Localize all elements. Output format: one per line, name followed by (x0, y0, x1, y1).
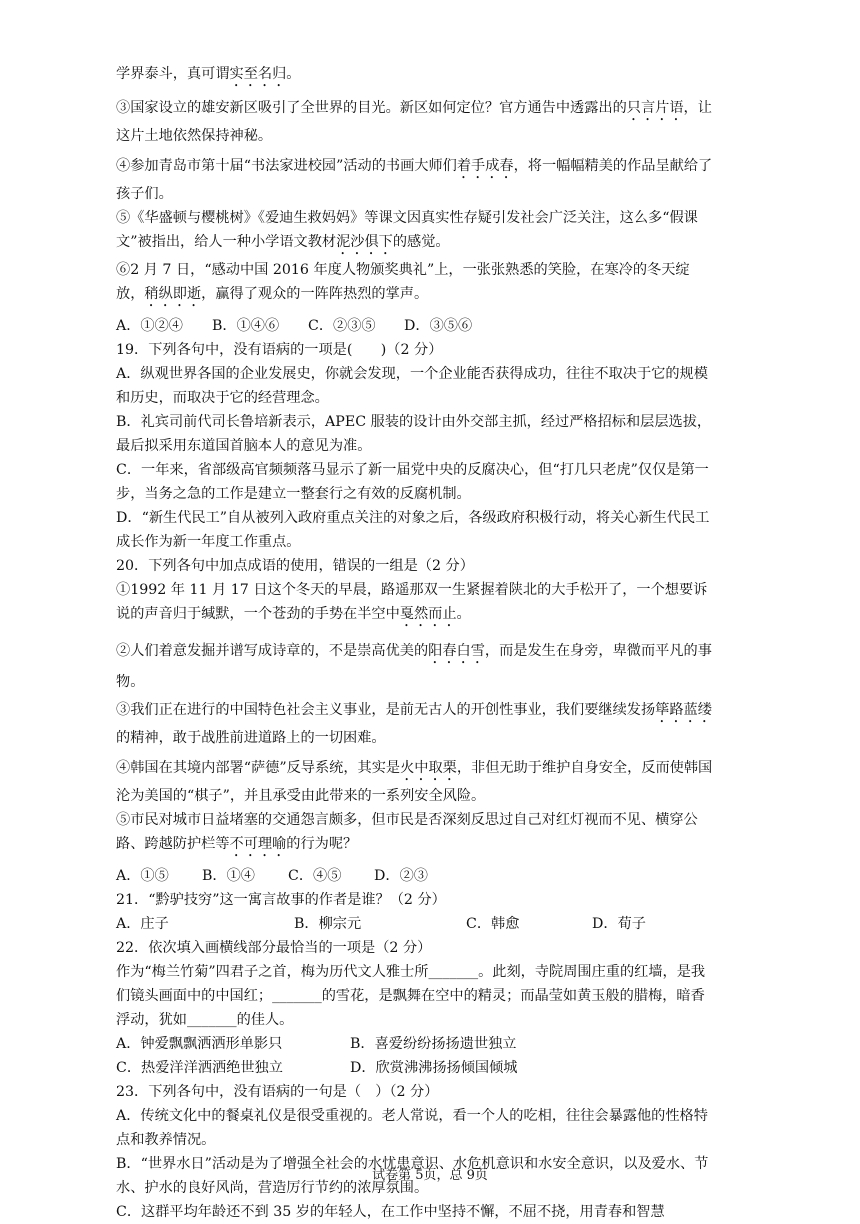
q18-item-4 (116, 154, 716, 206)
text: ，非但无助于维护自身安全，反而使韩国沦为美国的“棋子”，并且承受由此带来的一系列安全风险。 (116, 760, 713, 804)
text: 。 (456, 606, 471, 622)
q20-option-a: A．①⑤ (116, 868, 169, 884)
q20-item-5 (116, 808, 716, 860)
text: 学界泰斗，真可谓 (116, 66, 230, 82)
text: 的精神，敢于战胜前进道路上的一切困难。 (116, 730, 386, 746)
q18-option-a: A．①②④ (116, 318, 183, 334)
q22-options-row2 (116, 1056, 716, 1080)
q23-option-a: A．传统文化中的餐桌礼仪是很受重视的。老人常说，看一个人的吃相，往往会暴露他的性格特点和教养情况。 (116, 1108, 708, 1148)
page-footer: 试卷第 5页，总 9页 (372, 1168, 488, 1183)
text: ③国家设立的雄安新区吸引了全世界的目光。新区如何定位？官方通告中透露出的 (116, 100, 627, 116)
q19-option-a: A．纵观世界各国的企业发展史，你就会发现，一个企业能否获得成功，往往不取决于它的规模和历史，而取决于它的经营理念。 (116, 366, 708, 406)
dotted-idiom: 实至名归 (229, 66, 287, 82)
q20-item-4 (116, 756, 716, 808)
text: ，让这片土地依然保持神秘。 (116, 100, 712, 144)
q20-item-2 (116, 636, 716, 698)
q18-options (116, 314, 716, 338)
text: ⑥2 月 7 日，“感动中国 2016 年度人物颁奖典礼”上，一张张熟悉的笑脸，在寒冷的冬天绽放， (116, 262, 690, 302)
q19-option-b: B．礼宾司前代司长鲁培新表示，APEC 服装的设计由外交部主抓，经过严格招标和层层选拔，最后拟采用东道国首脑本人的意见为准。 (116, 414, 712, 454)
dotted-idiom: 着手成春 (456, 158, 514, 174)
text: ，将一幅幅精美的作品呈献给了孩子们。 (116, 158, 713, 202)
q18-option-d: D．③⑤⑥ (404, 318, 473, 334)
text: 的行为呢？ (286, 836, 358, 852)
q21-stem: 21．“黔驴技穷”这一寓言故事的作者是谁？（2 分） (116, 892, 446, 908)
text: ⑤《华盛顿与樱桃树》《爱迪生救妈妈》等课文因真实性存疑引发社会广泛关注，这么多“假课文”被指出，给人一种小学语文教材 (116, 210, 698, 250)
q18-item-3 (116, 96, 716, 148)
q22-option-d: D．欣赏沸沸扬扬倾国倾城 (350, 1060, 518, 1076)
q18-option-b: B．①④⑥ (212, 318, 280, 334)
dotted-idiom: 筚路蓝缕 (655, 702, 712, 718)
text: ①1992 年 11 月 17 日这个冬天的早晨，路遥那双一生紧握着陕北的大手松开了，一个想要诉说的声音归于缄默，一个苍劲的手势在半空中 (116, 582, 708, 622)
dotted-idiom: 阳春白雪 (428, 643, 485, 659)
q23-option-b: B．“世界水日”活动是为了增强全社会的水忧患意识、水危机意识和水安全意识，以及爱水、节水、护水的良好风尚，营造厉行节约的浓厚氛围。 (116, 1156, 709, 1196)
q22-stem: 22．依次填入画横线部分最恰当的一项是（2 分） (116, 940, 432, 956)
text: ，而是发生在身旁，卑微而平凡的事物。 (116, 643, 712, 690)
dotted-idiom: 稍纵即逝 (144, 286, 202, 302)
q21-option-a: A．庄子 (116, 916, 169, 932)
q19-option-c: C．一年来，省部级高官频频落马显示了新一届党中央的反腐决心，但“打几只老虎”仅仅是第一步，当务之急的工作是建立一整套行之有效的反腐机制。 (116, 462, 709, 502)
q22-option-a: A．钟爱飘飘洒洒形单影只 (116, 1036, 283, 1052)
q18-item-5 (116, 206, 716, 258)
text: ④参加青岛市第十届“书法家进校园”活动的书画大师们 (116, 158, 457, 174)
text: ，赢得了观众的一阵阵热烈的掌声。 (201, 286, 429, 302)
text: ④韩国在其境内部署“萨德”反导系统，其实是 (116, 760, 401, 776)
q20-option-c: C．④⑤ (288, 868, 342, 884)
q18-item-cont (116, 62, 716, 90)
q22-option-b: B．喜爱纷纷扬扬遗世独立 (350, 1036, 517, 1052)
q20-options (116, 864, 716, 888)
q23-option-c: C．这群平均年龄还不到 35 岁的年轻人，在工作中坚持不懈，不屈不挠，用青春和智慧 (116, 1204, 665, 1220)
q22-option-c: C．热爱洋洋洒洒绝世独立 (116, 1060, 283, 1076)
q21-option-b: B．柳宗元 (294, 916, 362, 932)
q22-options-row1 (116, 1032, 716, 1056)
text: ②人们着意发掘并谱写成诗章的，不是崇高优美的 (116, 643, 429, 659)
q21-options (116, 912, 716, 936)
text: 的感觉。 (392, 234, 450, 250)
text: ③我们正在进行的中国特色社会主义事业，是前无古人的开创性事业，我们要继续发扬 (116, 702, 656, 718)
q18-option-c: C．②③⑤ (308, 318, 376, 334)
q20-item-3 (116, 698, 716, 750)
q22-body: 作为“梅兰竹菊”四君子之首，梅为历代文人雅士所_______。此刻，寺院周围庄重的红墙，是我们镜头画面中的中国红；_______的雪花，是飘舞在空中的精灵；而晶莹如黄玉般的腊梅，暗香浮动，犹如_______的佳人。 (116, 964, 706, 1028)
q20-option-b: B．①④ (202, 868, 255, 884)
dotted-idiom: 戛然而止 (399, 606, 457, 622)
q23-stem: 23．下列各句中，没有语病的一句是（ ）（2 分） (116, 1084, 439, 1100)
q18-item-6 (116, 258, 716, 310)
q20-item-1 (116, 578, 716, 630)
exam-page-body (116, 62, 716, 1224)
q21-option-d: D．荀子 (592, 916, 646, 932)
dotted-idiom: 火中取栗 (400, 760, 457, 776)
dotted-idiom: 泥沙俱下 (336, 234, 393, 250)
q20-stem: 20．下列各句中加点成语的使用，错误的一组是（2 分） (116, 558, 474, 574)
text: 。 (286, 66, 301, 82)
text: ⑤市民对城市日益堵塞的交通怨言颇多，但市民是否深刻反思过自己对红灯视而不见、横穿公路、跨越防护栏等 (116, 812, 698, 852)
q19-option-d: D．“新生代民工”自从被列入政府重点关注的对象之后，各级政府积极行动，将关心新生代民工成长作为新一年度工作重点。 (116, 510, 710, 550)
dotted-idiom: 不可理喻 (229, 836, 287, 852)
q19-stem: 19．下列各句中，没有语病的一项是( )（2 分） (116, 342, 443, 358)
q20-option-d: D．②③ (374, 868, 428, 884)
q21-option-c: C．韩愈 (466, 916, 520, 932)
dotted-idiom: 只言片语 (626, 100, 684, 116)
